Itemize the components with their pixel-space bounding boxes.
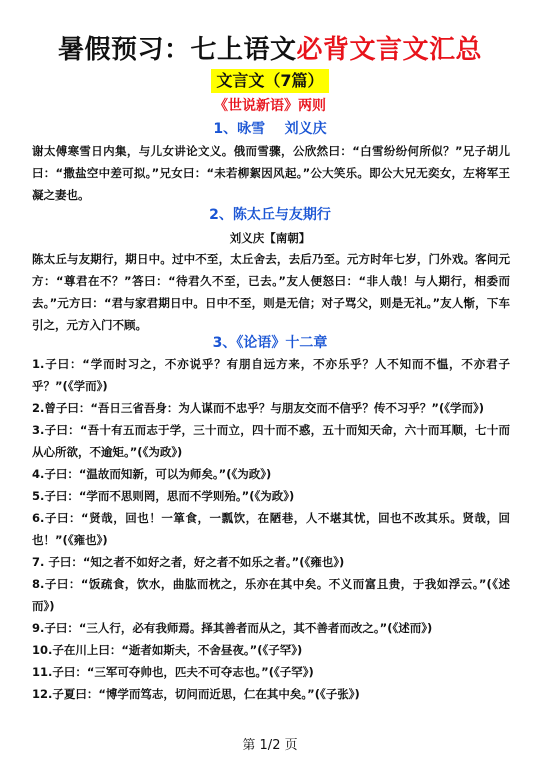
- article-text-chentaiqiu: 陈太丘与友期行，期日中。过中不至，太丘舍去，去后乃至。元方时年七岁，门外戏。客问元方：“尊君在不？”答曰：“待君久不至，已去。”友人便怒曰：“非人哉！与人期行，相委而去。”元方曰：“君与家君期日中。日中不至，则是无信；对子骂父，则是无礼。”友人惭，下车引之，元方入门不顾。: [32, 252, 510, 332]
- article-title-chentaiqiu: 2、陈太丘与友期行: [209, 207, 331, 223]
- lunyu-item: 6.子曰：“贤哉，回也！一箪食，一瓢饮，在陋巷，人不堪其忧，回也不改其乐。贤哉，回也！”(《雍也》): [32, 511, 510, 547]
- lunyu-item: 8.子曰：“饭疏食，饮水，曲肱而枕之，乐亦在其中矣。不义而富且贵，于我如浮云。”(《述而》): [32, 577, 510, 613]
- title-red-part: 必背文言文汇总: [296, 35, 483, 65]
- lunyu-item: 11.子曰：“三军可夺帅也，匹夫不可夺志也。”(《子罕》): [32, 665, 314, 679]
- subtitle-wrapper: [0, 69, 540, 93]
- page-title: [0, 34, 540, 66]
- article-author-chentaiqiu: 刘义庆【南朝】: [229, 231, 311, 245]
- title-black-part: 暑假预习：七上语文: [57, 35, 297, 65]
- lunyu-item: 5.子曰：“学而不思则罔，思而不学则殆。”(《为政》): [32, 489, 295, 503]
- article-text-yongxue: 谢太傅寒雪日内集，与儿女讲论文义。俄而雪骤，公欣然曰：“白雪纷纷何所似？”兄子胡儿曰：“撒盐空中差可拟。”兄女曰：“未若柳絮因风起。”公大笑乐。即公大兄无奕女，左将军王凝之妻也。: [32, 144, 510, 202]
- lunyu-item: 3.子曰：“吾十有五而志于学，三十而立，四十而不惑，五十而知天命，六十而耳顺，七十而从心所欲，不逾矩。”(《为政》): [32, 423, 510, 459]
- lunyu-list: [32, 353, 510, 705]
- article-title-yongxue: 1、咏雪 刘义庆: [213, 121, 327, 137]
- lunyu-item: 1.子曰：“学而时习之，不亦说乎？有朋自远方来，不亦乐乎？人不知而不愠，不亦君子乎？”(《学而》): [32, 357, 510, 393]
- lunyu-item: 12.子夏曰：“博学而笃志，切问而近思，仁在其中矣。”(《子张》): [32, 687, 360, 701]
- page-number: 第 1/2 页: [242, 738, 298, 753]
- lunyu-item: 4.子曰：“温故而知新，可以为师矣。”(《为政》): [32, 467, 272, 481]
- lunyu-item: 9.子曰：“三人行，必有我师焉。择其善者而从之，其不善者而改之。”(《述而》): [32, 621, 433, 635]
- section-heading-shishuo: 《世说新语》两则: [214, 98, 326, 114]
- lunyu-item: 10.子在川上曰：“逝者如斯夫，不舍昼夜。”(《子罕》): [32, 643, 303, 657]
- lunyu-item: 7. 子曰：“知之者不如好之者，好之者不如乐之者。”(《雍也》): [32, 555, 345, 569]
- subtitle-highlight: 文言文（7篇）: [211, 69, 328, 93]
- lunyu-item: 2.曾子曰：“吾日三省吾身：为人谋而不忠乎？与朋友交而不信乎？传不习乎？”(《学而》): [32, 401, 484, 415]
- article-title-lunyu: 3、《论语》十二章: [212, 335, 328, 351]
